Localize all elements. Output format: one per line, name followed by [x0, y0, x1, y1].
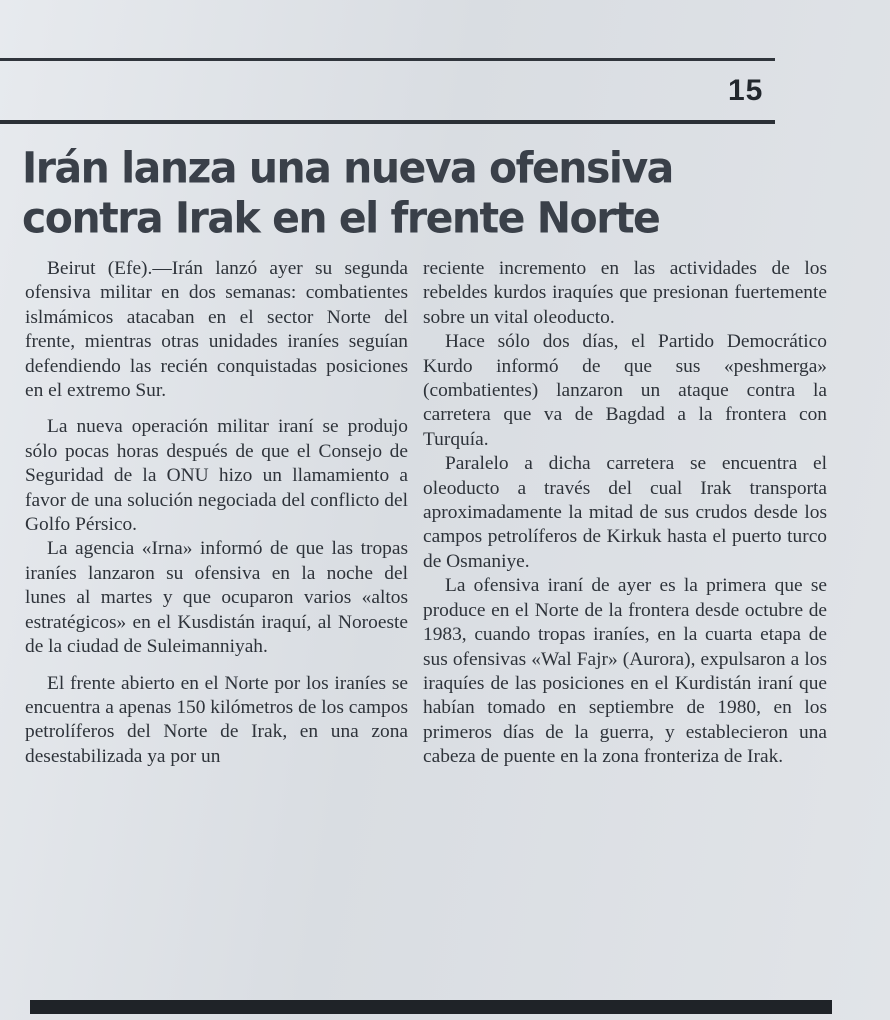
- paragraph: La nueva operación militar iraní se produjo sólo pocas horas después de que el Consejo de Seguridad de la ONU hizo un llamamiento a favor de una solución negociada del conflicto del Golfo Pérsico.: [25, 416, 408, 536]
- paragraph: La ofensiva iraní de ayer es la primera que se produce en el Norte de la frontera desde octubre de 1983, cuando tropas iraníes, en la cuarta etapa de sus ofensivas «Wal Fajr» (Aurora), expulsaron a los iraquíes de las posiciones en el Kurdistán iraní que habían tomado en septiembre de 1980, en los primeros días de la guerra, y establecieron una cabeza de puente en la zona fronteriza de Irak.: [423, 575, 827, 768]
- header-rule: [0, 120, 775, 124]
- top-rule: [0, 58, 775, 61]
- paragraph: El frente abierto en el Norte por los iraníes se encuentra a apenas 150 kilómetros de los campos petrolíferos del Norte de Irak, en una zona desestabilizada ya por un: [25, 672, 408, 767]
- left-column: [25, 257, 408, 769]
- right-column: [423, 257, 827, 770]
- paragraph: La agencia «Irna» informó de que las tropas iraníes lanzaron su ofensiva en la noche del lunes al martes y que ocuparon varios «altos estratégicos» en el Kusdistán iraquí, al Noroeste de la ciudad de Suleimanniyah.: [25, 538, 408, 658]
- headline: [22, 143, 673, 243]
- paragraph: Beirut (Efe).—Irán lanzó ayer su segunda ofensiva militar en dos semanas: combatientes islmámicos atacaban en el sector Norte del frente, mientras otras unidades iraníes seguían defendiendo las recién conquistadas posiciones en el extremo Sur.: [25, 258, 408, 402]
- paragraph: reciente incremento en las actividades de los rebeldes kurdos iraquíes que presionan fuertemente sobre un vital oleoducto.: [423, 258, 827, 328]
- headline-line-1: Irán lanza una nueva ofensiva: [22, 143, 673, 193]
- headline-line-2: contra Irak en el frente Norte: [22, 192, 660, 243]
- paragraph: Hace sólo dos días, el Partido Democrático Kurdo informó de que sus «peshmerga» (combatientes) lanzaron un ataque contra la carretera que va de Bagdad a la frontera con Turquía.: [423, 331, 827, 450]
- page-number: 15: [728, 74, 764, 107]
- paragraph: Paralelo a dicha carretera se encuentra el oleoducto a través del cual Irak transporta aproximadamente la mitad de sus crudos desde los campos petrolíferos de Kirkuk hasta el puerto turco de Osmaniye.: [423, 453, 827, 572]
- bottom-rule: [30, 1000, 832, 1014]
